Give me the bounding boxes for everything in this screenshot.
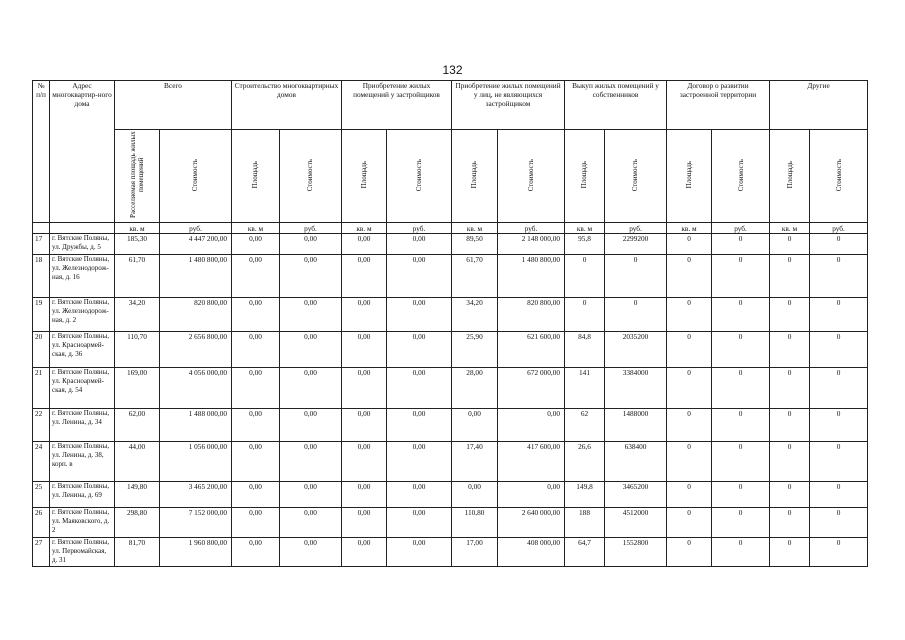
- cost-cell: 820 800,00: [498, 298, 565, 332]
- cost-cell: 1 056 000,00: [160, 442, 232, 482]
- area-cell: 0: [667, 368, 712, 409]
- unit-sqm: кв. м: [770, 223, 810, 234]
- unit-rub: руб.: [810, 223, 868, 234]
- area-cell: 0,00: [342, 332, 387, 368]
- row-address: г. Вятские Поляны, ул. Ленина, д. 69: [50, 482, 115, 508]
- cost-cell: 1 480 800,00: [498, 255, 565, 298]
- cost-cell: 0,00: [387, 368, 452, 409]
- cost-cell: 4 056 000,00: [160, 368, 232, 409]
- area-cell: 0: [565, 298, 605, 332]
- area-cell: 0,00: [342, 409, 387, 442]
- row-number: 17: [33, 234, 50, 255]
- area-cell: 0: [667, 442, 712, 482]
- cost-cell: 0,00: [387, 332, 452, 368]
- area-cell: 0,00: [232, 255, 280, 298]
- area-cell: 0: [667, 482, 712, 508]
- table-row: [33, 508, 868, 538]
- area-cell: 0,00: [342, 298, 387, 332]
- area-cell: 169,00: [115, 368, 160, 409]
- cost-cell: 0,00: [280, 508, 342, 538]
- unit-rub: руб.: [712, 223, 770, 234]
- cost-cell: 0,00: [387, 482, 452, 508]
- unit-rub: руб.: [498, 223, 565, 234]
- area-cell: 0: [770, 298, 810, 332]
- area-cell: 0,00: [232, 409, 280, 442]
- header-other: Другие: [770, 81, 868, 130]
- area-cell: 34,20: [452, 298, 498, 332]
- unit-sqm: кв. м: [115, 223, 160, 234]
- area-cell: 0,00: [342, 538, 387, 567]
- area-cell: 62: [565, 409, 605, 442]
- row-address: г. Вятские Поляны, ул. Маяковского, д. 2: [50, 508, 115, 538]
- table-row: [33, 298, 868, 332]
- area-cell: 34,20: [115, 298, 160, 332]
- cost-cell: 0: [810, 255, 868, 298]
- unit-sqm: кв. м: [232, 223, 280, 234]
- area-cell: 149,8: [565, 482, 605, 508]
- cost-cell: 0: [712, 442, 770, 482]
- area-cell: 0: [667, 538, 712, 567]
- subheader-area: Площадь: [667, 130, 712, 223]
- cost-cell: 1488000: [605, 409, 667, 442]
- cost-cell: 417 600,00: [498, 442, 565, 482]
- units-row: [33, 223, 868, 234]
- cost-cell: 0,00: [280, 255, 342, 298]
- area-cell: 0,00: [452, 409, 498, 442]
- cost-cell: 0: [810, 234, 868, 255]
- area-cell: 95,8: [565, 234, 605, 255]
- area-cell: 0,00: [342, 368, 387, 409]
- area-cell: 0: [770, 538, 810, 567]
- area-cell: 25,90: [452, 332, 498, 368]
- area-cell: 149,80: [115, 482, 160, 508]
- cost-cell: 0,00: [280, 409, 342, 442]
- row-number: 22: [33, 409, 50, 442]
- cost-cell: 0,00: [387, 255, 452, 298]
- area-cell: 61,70: [452, 255, 498, 298]
- cost-cell: 0: [712, 332, 770, 368]
- row-number: 18: [33, 255, 50, 298]
- row-address: г. Вятские Поляны, ул. Дружбы, д. 5: [50, 234, 115, 255]
- area-cell: 17,00: [452, 538, 498, 567]
- header-number: № п/п: [33, 81, 50, 223]
- area-cell: 62,00: [115, 409, 160, 442]
- cost-cell: 0: [712, 368, 770, 409]
- unit-rub: руб.: [605, 223, 667, 234]
- cost-cell: 0,00: [387, 298, 452, 332]
- unit-cell: [33, 223, 50, 234]
- cost-cell: 0: [712, 234, 770, 255]
- row-address: г. Вятские Поляны, ул. Красноармей-ская, д. 36: [50, 332, 115, 368]
- cost-cell: 0: [712, 508, 770, 538]
- header-buyout: Выкуп жилых помещений у собственников: [565, 81, 667, 130]
- subheader-area: Площадь: [770, 130, 810, 223]
- area-cell: 0,00: [342, 482, 387, 508]
- cost-cell: 0: [810, 368, 868, 409]
- area-cell: 141: [565, 368, 605, 409]
- subheader-area-full: Расселяемая площадь жилых помещений: [115, 130, 160, 223]
- cost-cell: 4 447 200,00: [160, 234, 232, 255]
- header-from-non-developers: Приобретение жилых помещений у лиц, не являющихся застройщиком: [452, 81, 565, 130]
- cost-cell: 0: [810, 538, 868, 567]
- subheader-area: Площадь: [232, 130, 280, 223]
- row-number: 19: [33, 298, 50, 332]
- row-number: 20: [33, 332, 50, 368]
- subheader-cost: Стоимость: [712, 130, 770, 223]
- area-cell: 0: [667, 508, 712, 538]
- header-total: Всего: [115, 81, 232, 130]
- area-cell: 0: [770, 442, 810, 482]
- area-cell: 0: [667, 255, 712, 298]
- subheader-area: Площадь: [565, 130, 605, 223]
- cost-cell: 0,00: [387, 508, 452, 538]
- area-cell: 0,00: [232, 538, 280, 567]
- subheader-row: [33, 130, 868, 223]
- cost-cell: 672 000,00: [498, 368, 565, 409]
- area-cell: 0,00: [452, 482, 498, 508]
- area-cell: 0: [667, 409, 712, 442]
- area-cell: 0: [770, 368, 810, 409]
- cost-cell: 0: [712, 255, 770, 298]
- area-cell: 0,00: [342, 255, 387, 298]
- row-address: г. Вятские Поляны, ул. Железнодорож-ная, д. 16: [50, 255, 115, 298]
- area-cell: 0: [667, 298, 712, 332]
- cost-cell: 0,00: [280, 332, 342, 368]
- table-row: [33, 255, 868, 298]
- cost-cell: 2 656 800,00: [160, 332, 232, 368]
- cost-cell: 0: [810, 409, 868, 442]
- area-cell: 110,70: [115, 332, 160, 368]
- unit-sqm: кв. м: [342, 223, 387, 234]
- area-cell: 0: [667, 234, 712, 255]
- row-number: 26: [33, 508, 50, 538]
- cost-cell: 1 480 800,00: [160, 255, 232, 298]
- area-cell: 0: [770, 255, 810, 298]
- row-address: г. Вятские Поляны, ул. Ленина, д. 38, корп. в: [50, 442, 115, 482]
- cost-cell: 7 152 000,00: [160, 508, 232, 538]
- area-cell: 0,00: [232, 298, 280, 332]
- cost-cell: 0,00: [387, 538, 452, 567]
- cost-cell: 1552800: [605, 538, 667, 567]
- cost-cell: 2 640 000,00: [498, 508, 565, 538]
- cost-cell: 0: [810, 508, 868, 538]
- cost-cell: 0: [810, 442, 868, 482]
- subheader-cost: Стоимость: [605, 130, 667, 223]
- cost-cell: 1 960 800,00: [160, 538, 232, 567]
- unit-cell: [50, 223, 115, 234]
- cost-cell: 0: [605, 298, 667, 332]
- area-cell: 0: [667, 332, 712, 368]
- subheader-cost: Стоимость: [280, 130, 342, 223]
- area-cell: 298,80: [115, 508, 160, 538]
- subheader-cost: Стоимость: [810, 130, 868, 223]
- unit-rub: руб.: [160, 223, 232, 234]
- cost-cell: 820 800,00: [160, 298, 232, 332]
- unit-sqm: кв. м: [452, 223, 498, 234]
- cost-cell: 1 488 000,00: [160, 409, 232, 442]
- row-number: 27: [33, 538, 50, 567]
- area-cell: 0: [770, 409, 810, 442]
- area-cell: 84,8: [565, 332, 605, 368]
- area-cell: 110,80: [452, 508, 498, 538]
- cost-cell: 0,00: [498, 482, 565, 508]
- area-cell: 0: [770, 508, 810, 538]
- cost-cell: 0,00: [280, 538, 342, 567]
- table-row: [33, 234, 868, 255]
- cost-cell: 3 465 200,00: [160, 482, 232, 508]
- area-cell: 0,00: [232, 368, 280, 409]
- area-cell: 81,70: [115, 538, 160, 567]
- area-cell: 89,50: [452, 234, 498, 255]
- subheader-cost: Стоимость: [387, 130, 452, 223]
- cost-cell: 0,00: [387, 409, 452, 442]
- subheader-cost: Стоимость: [160, 130, 232, 223]
- unit-rub: руб.: [280, 223, 342, 234]
- header-development-agreement: Договор о развитии застроенной территории: [667, 81, 770, 130]
- table-body: [33, 234, 868, 567]
- table-row: [33, 332, 868, 368]
- cost-cell: 2035200: [605, 332, 667, 368]
- row-number: 25: [33, 482, 50, 508]
- cost-cell: 0: [712, 482, 770, 508]
- area-cell: 0,00: [232, 234, 280, 255]
- subheader-area: Площадь: [342, 130, 387, 223]
- row-address: г. Вятские Поляны, ул. Красноармей-ская, д. 54: [50, 368, 115, 409]
- cost-cell: 0,00: [387, 442, 452, 482]
- area-cell: 17,40: [452, 442, 498, 482]
- cost-cell: 0: [810, 332, 868, 368]
- cost-cell: 0: [810, 482, 868, 508]
- cost-cell: 0,00: [280, 234, 342, 255]
- table-row: [33, 409, 868, 442]
- header-construction: Строительство многоквартирных домов: [232, 81, 342, 130]
- cost-cell: 3384000: [605, 368, 667, 409]
- area-cell: 0,00: [232, 482, 280, 508]
- unit-sqm: кв. м: [667, 223, 712, 234]
- group-header-row: [33, 81, 868, 130]
- cost-cell: 0,00: [387, 234, 452, 255]
- cost-cell: 621 600,00: [498, 332, 565, 368]
- row-address: г. Вятские Поляны, ул. Первомайская, д. 31: [50, 538, 115, 567]
- area-cell: 0,00: [342, 234, 387, 255]
- area-cell: 185,30: [115, 234, 160, 255]
- table-row: [33, 442, 868, 482]
- row-number: 24: [33, 442, 50, 482]
- area-cell: 28,00: [452, 368, 498, 409]
- cost-cell: 2299200: [605, 234, 667, 255]
- cost-cell: 0: [712, 298, 770, 332]
- cost-cell: 2 148 000,00: [498, 234, 565, 255]
- table-row: [33, 368, 868, 409]
- cost-cell: 0: [810, 298, 868, 332]
- area-cell: 0,00: [342, 508, 387, 538]
- cost-cell: 0,00: [280, 298, 342, 332]
- cost-cell: 0,00: [498, 409, 565, 442]
- area-cell: 0,00: [232, 508, 280, 538]
- cost-cell: 0,00: [280, 482, 342, 508]
- area-cell: 0: [565, 255, 605, 298]
- area-cell: 61,70: [115, 255, 160, 298]
- subheader-area: Площадь: [452, 130, 498, 223]
- header-address: Адрес многоквартир-ного дома: [50, 81, 115, 223]
- cost-cell: 638400: [605, 442, 667, 482]
- cost-cell: 4512000: [605, 508, 667, 538]
- cost-cell: 0,00: [280, 368, 342, 409]
- area-cell: 0: [770, 332, 810, 368]
- subheader-cost: Стоимость: [498, 130, 565, 223]
- area-cell: 64,7: [565, 538, 605, 567]
- row-address: г. Вятские Поляны, ул. Железнодорож-ная, д. 2: [50, 298, 115, 332]
- area-cell: 26,6: [565, 442, 605, 482]
- header-from-developers: Приобретение жилых помещений у застройщиков: [342, 81, 452, 130]
- cost-cell: 0: [605, 255, 667, 298]
- table-row: [33, 482, 868, 508]
- table-row: [33, 538, 868, 567]
- unit-sqm: кв. м: [565, 223, 605, 234]
- area-cell: 0: [770, 234, 810, 255]
- cost-cell: 3465200: [605, 482, 667, 508]
- area-cell: 188: [565, 508, 605, 538]
- unit-rub: руб.: [387, 223, 452, 234]
- cost-cell: 0: [712, 409, 770, 442]
- area-cell: 0,00: [232, 332, 280, 368]
- cost-cell: 0,00: [280, 442, 342, 482]
- cost-cell: 408 000,00: [498, 538, 565, 567]
- page-number: 132: [442, 63, 463, 77]
- area-cell: 0,00: [342, 442, 387, 482]
- area-cell: 0,00: [232, 442, 280, 482]
- area-cell: 44,00: [115, 442, 160, 482]
- cost-cell: 0: [712, 538, 770, 567]
- row-number: 21: [33, 368, 50, 409]
- area-cell: 0: [770, 482, 810, 508]
- resettlement-table: [32, 80, 868, 567]
- row-address: г. Вятские Поляны, ул. Ленина, д. 34: [50, 409, 115, 442]
